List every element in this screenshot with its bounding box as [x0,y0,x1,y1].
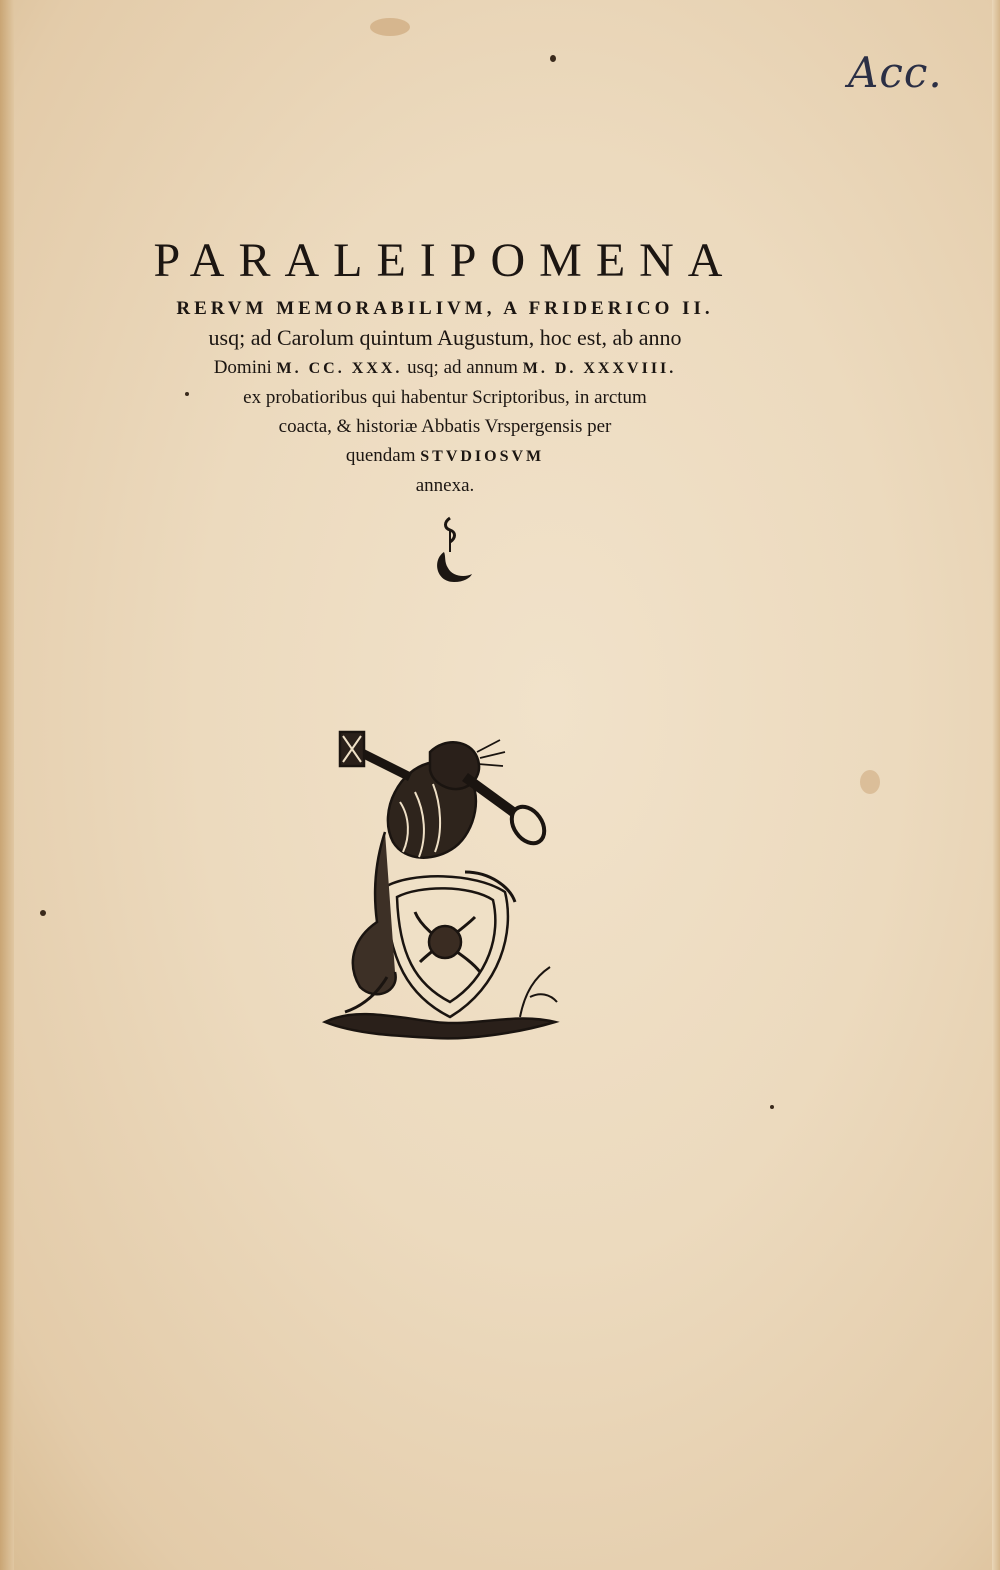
text-studiosum: STVDIOSVM [420,448,545,465]
title-block [90,232,800,500]
page-edge-left [0,0,14,1570]
text-usque-ad-annum: usq; ad annum [407,357,518,378]
text-quendam: quendam [345,445,416,466]
foxing-spot [770,1105,774,1109]
foxing-spot [550,55,556,62]
year-start: M. CC. XXX. [276,360,403,377]
stain [370,18,410,36]
subtitle-line-1: RERVM MEMORABILIVM, A FRIDERICO II. [176,298,714,319]
foxing-spot [40,910,46,916]
subtitle-line-5: coacta, & historiæ Abbatis Vrspergensis per [278,416,612,437]
subtitle-line-6 [90,441,800,471]
subtitle-line-3 [90,353,800,383]
subtitle-line-4: ex probatioribus qui habentur Scriptoribus, in arctum [243,387,647,408]
main-title: PARALEIPOMENA [153,234,737,287]
subtitle-line-2: usq; ad Carolum quintum Augustum, hoc est, ab anno [208,325,682,350]
subtitle-line-7: annexa. [415,475,475,496]
text-domini: Domini [213,357,272,378]
stain [860,770,880,794]
page-edge-right [992,0,1000,1570]
year-end: M. D. XXXVIII. [522,360,677,377]
lion-with-shield-woodcut-icon [315,722,565,1047]
handwritten-annotation: Acc. [848,48,943,97]
fleuron-icon [430,516,474,588]
